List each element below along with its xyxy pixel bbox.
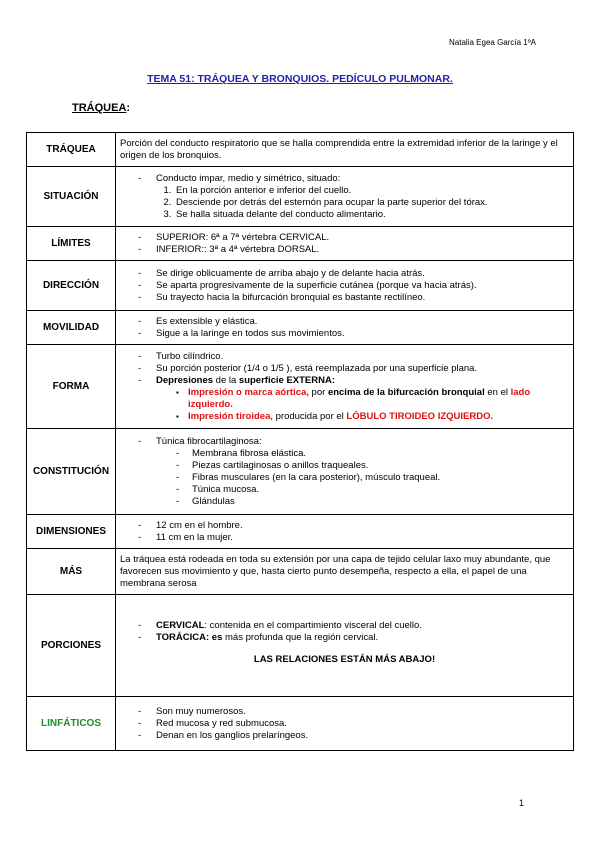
list-item: - Túnica fibrocartilaginosa: - Membrana fibrosa elástica. - Piezas cartilaginosas o anillos traqueales. - Fibras musculares (en la cara posterior), músculo traqueal. - Túnica mucosa. - Glándulas (138, 436, 569, 508)
movilidad-list (120, 316, 569, 340)
constitucion-list (120, 436, 569, 508)
list-item: 3. Se halla situada delante del conducto alimentario. (174, 209, 569, 221)
list-item: - Se dirige oblicuamente de arriba abajo y de delante hacia atrás. (138, 268, 569, 280)
list-item: - Conducto impar, medio y simétrico, situado: 1. En la porción anterior e inferior del cuello. 2. Desciende por detrás del esternón para ocupar la parte superior del tórax. 3. Se halla situada delante del conducto alimentario. (138, 173, 569, 221)
list-item: - Es extensible y elástica. (138, 316, 569, 328)
row-linfaticos (27, 697, 574, 751)
label-mas: MÁS (27, 549, 116, 595)
label-linfaticos: LINFÁTICOS (27, 697, 116, 751)
author-header: Natalia Egea García 1ºA (449, 38, 536, 47)
label-traquea: TRÁQUEA (27, 133, 116, 167)
row-direccion (27, 261, 574, 311)
label-constitucion: CONSTITUCIÓN (27, 429, 116, 515)
section-heading-colon: : (126, 102, 131, 114)
dimensiones-list (120, 520, 569, 544)
constitucion-sublist (156, 448, 569, 508)
label-situacion: SITUACIÓN (27, 167, 116, 227)
direccion-list (120, 268, 569, 304)
page-number: 1 (518, 798, 524, 808)
label-movilidad: MOVILIDAD (27, 311, 116, 345)
list-item: - SUPERIOR: 6ª a 7ª vértebra CERVICAL. (138, 232, 569, 244)
relations-note: LAS RELACIONES ESTÁN MÁS ABAJO! (253, 653, 436, 665)
document-title: TEMA 51: TRÁQUEA Y BRONQUIOS. PEDÍCULO PULMONAR. (147, 73, 453, 85)
content-mas: La tráquea está rodeada en toda su extensión por una capa de tejido celular laxo muy abundante, que favorecen sus movimiento y que, hasta cierto punto desempeña, respecto a ella, el papel de una membrana serosa (116, 549, 574, 595)
row-dimensiones (27, 515, 574, 549)
list-item: - Depresiones de la superficie EXTERNA: ▪ Impresión o marca aórtica, por encima de la bifurcación bronquial en el lado izquierdo. ▪ Impresión tiroidea, producida por el LÓBULO TIROIDEO IZQUIERDO. (138, 375, 569, 423)
trachea-table (26, 132, 574, 751)
row-situacion (27, 167, 574, 227)
content-porciones (116, 595, 574, 697)
content-situacion (116, 167, 574, 227)
list-item: - Se aparta progresivamente de la superficie cutánea (porque va hacia atrás). (138, 280, 569, 292)
list-item: - 12 cm en el hombre. (138, 520, 569, 532)
list-item: 1. En la porción anterior e inferior del cuello. (174, 185, 569, 197)
list-item: 2. Desciende por detrás del esternón para ocupar la parte superior del tórax. (174, 197, 569, 209)
content-movilidad (116, 311, 574, 345)
label-direccion: DIRECCIÓN (27, 261, 116, 311)
list-item: - 11 cm en la mujer. (138, 532, 569, 544)
limites-list (120, 232, 569, 256)
situacion-list (120, 173, 569, 221)
row-forma (27, 345, 574, 429)
situacion-numbered-list (156, 185, 569, 221)
porciones-list (120, 620, 569, 644)
row-porciones (27, 595, 574, 697)
list-item: - TORÁCICA: es más profunda que la región cervical. (138, 632, 569, 644)
row-limites (27, 227, 574, 261)
row-movilidad (27, 311, 574, 345)
list-item: - Glándulas (176, 496, 569, 508)
content-forma (116, 345, 574, 429)
list-item: - Turbo cilíndrico. (138, 351, 569, 363)
list-item: ▪ Impresión tiroidea, producida por el LÓBULO TIROIDEO IZQUIERDO. (176, 411, 569, 423)
label-porciones: PORCIONES (27, 595, 116, 697)
row-mas (27, 549, 574, 595)
list-item: - Membrana fibrosa elástica. (176, 448, 569, 460)
list-item: - INFERIOR:: 3ª a 4ª vértebra DORSAL. (138, 244, 569, 256)
list-item: - CERVICAL: contenida en el compartimiento visceral del cuello. (138, 620, 569, 632)
label-forma: FORMA (27, 345, 116, 429)
linfaticos-list (120, 706, 569, 742)
list-item: - Son muy numerosos. (138, 706, 569, 718)
list-item: - Piezas cartilaginosas o anillos traqueales. (176, 460, 569, 472)
section-heading-text: TRÁQUEA (72, 102, 127, 114)
row-traquea (27, 133, 574, 167)
list-item: - Red mucosa y red submucosa. (138, 718, 569, 730)
label-dimensiones: DIMENSIONES (27, 515, 116, 549)
list-item: - Túnica mucosa. (176, 484, 569, 496)
content-linfaticos (116, 697, 574, 751)
impresiones-list (156, 387, 569, 423)
content-dimensiones (116, 515, 574, 549)
list-item: - Su porción posterior (1/4 o 1/5 ), está reemplazada por una superficie plana. (138, 363, 569, 375)
label-limites: LÍMITES (27, 227, 116, 261)
list-item: - Su trayecto hacia la bifurcación bronquial es bastante rectilíneo. (138, 292, 569, 304)
content-traquea: Porción del conducto respiratorio que se halla comprendida entre la extremidad inferior de la laringe y el origen de los bronquios. (116, 133, 574, 167)
list-item: - Denan en los ganglios prelaríngeos. (138, 730, 569, 742)
content-limites (116, 227, 574, 261)
row-constitucion (27, 429, 574, 515)
list-item: - Sigue a la laringe en todos sus movimientos. (138, 328, 569, 340)
section-heading (72, 102, 130, 114)
content-constitucion (116, 429, 574, 515)
list-item: - Fibras musculares (en la cara posterior), músculo traqueal. (176, 472, 569, 484)
content-direccion (116, 261, 574, 311)
list-item: ▪ Impresión o marca aórtica, por encima de la bifurcación bronquial en el lado izquierdo. (176, 387, 569, 411)
forma-list (120, 351, 569, 423)
